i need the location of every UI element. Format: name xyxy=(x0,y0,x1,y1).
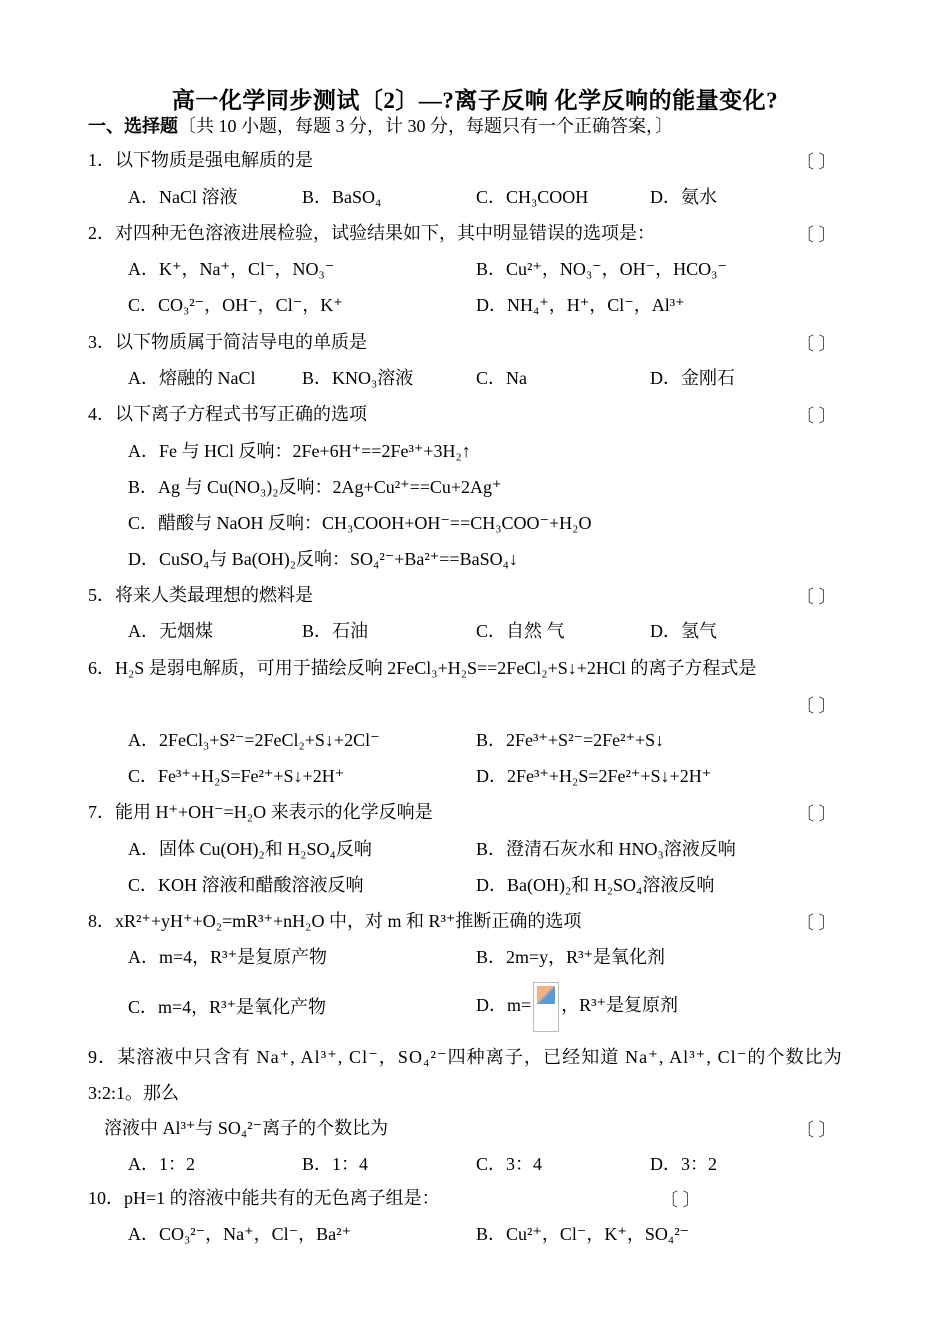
question-1-stem: 1．以下物质是强电解质的是 xyxy=(88,150,313,170)
section-title: 一、选择题 xyxy=(88,116,178,136)
q1-option-a: A．NaCl 溶液 xyxy=(128,187,238,207)
q3-option-d: D．金刚石 xyxy=(650,368,735,388)
q2-option-c: C．CO₃²⁻，OH⁻，Cl⁻，K⁺ xyxy=(128,295,343,315)
q5-option-b: B．石油 xyxy=(302,621,369,641)
q3-option-a: A．熔融的 NaCl xyxy=(128,368,256,388)
question-5-stem: 5．将来人类最理想的燃料是 xyxy=(88,585,313,605)
question-10-stem: 10．pH=1 的溶液中能共有的无色离子组是： xyxy=(88,1188,440,1208)
q4-option-b: B．Ag 与 Cu(NO₃)₂反响：2Ag+Cu²⁺==Cu+2Ag⁺ xyxy=(128,477,502,497)
q7-option-b: B．澄清石灰水和 HNO₃溶液反响 xyxy=(476,839,736,859)
q10-option-a: A．CO₃²⁻，Na⁺，Cl⁻，Ba²⁺ xyxy=(128,1224,352,1244)
q8-option-d-prefix: D．m= xyxy=(476,995,532,1015)
q6-option-c: C．Fe³⁺+H₂S=Fe²⁺+S↓+2H⁺ xyxy=(128,766,345,786)
question-9-stem-line-3: 溶液中 Al³⁺与 SO₄²⁻离子的个数比为 xyxy=(104,1118,389,1138)
q8-option-c: C．m=4，R³⁺是氧化产物 xyxy=(128,997,327,1017)
q6-option-b: B．2Fe³⁺+S²⁻=2Fe²⁺+S↓ xyxy=(476,730,665,750)
section-heading xyxy=(88,114,673,138)
q8-option-b: B．2m=y，R³⁺是氧化剂 xyxy=(476,947,666,967)
section-note: 〔共 10 小题，每题 3 分，计 30 分，每题只有一个正确答案，〕 xyxy=(178,116,673,136)
answer-bracket-8: 〔 〕 xyxy=(796,913,837,933)
question-2-stem: 2．对四种无色溶液进展检验，试验结果如下，其中明显错误的选项是： xyxy=(88,223,655,243)
q9-option-c: C．3：4 xyxy=(476,1154,543,1174)
question-9-stem-line-1: 9．某溶液中只含有 Na⁺, Al³⁺, Cl⁻，SO₄²⁻四种离子，已经知道 Na⁺, Al³⁺, Cl⁻的个数比为 xyxy=(88,1047,843,1067)
q2-option-b: B．Cu²⁺，NO₃⁻，OH⁻，HCO₃⁻ xyxy=(476,259,727,279)
q1-option-d: D．氨水 xyxy=(650,187,717,207)
answer-bracket-1: 〔 〕 xyxy=(796,152,837,172)
answer-bracket-9: 〔 〕 xyxy=(796,1120,837,1140)
q9-option-a: A．1：2 xyxy=(128,1154,195,1174)
page-title: 高一化学同步测试〔2〕—?离子反响 化学反响的能量变化? xyxy=(171,88,779,113)
answer-bracket-3: 〔 〕 xyxy=(796,334,837,354)
q5-option-d: D．氢气 xyxy=(650,621,717,641)
q10-option-b: B．Cu²⁺，Cl⁻，K⁺，SO₄²⁻ xyxy=(476,1224,690,1244)
broken-image-icon xyxy=(533,982,559,1032)
q1-option-b: B．BaSO₄ xyxy=(302,187,382,207)
question-9-stem-line-2: 3:2:1。那么 xyxy=(88,1083,180,1103)
q6-option-a: A．2FeCl₃+S²⁻=2FeCl₂+S↓+2Cl⁻ xyxy=(128,730,380,750)
q4-option-a: A．Fe 与 HCl 反响：2Fe+6H⁺==2Fe³⁺+3H₂↑ xyxy=(128,441,471,461)
q2-option-a: A．K⁺，Na⁺，Cl⁻，NO₃⁻ xyxy=(128,259,335,279)
q6-option-d: D．2Fe³⁺+H₂S=2Fe²⁺+S↓+2H⁺ xyxy=(476,766,712,786)
q7-option-d: D．Ba(OH)₂和 H₂SO₄溶液反响 xyxy=(476,875,715,895)
q7-option-a: A．固体 Cu(OH)₂和 H₂SO₄反响 xyxy=(128,839,372,859)
answer-bracket-2: 〔 〕 xyxy=(796,225,837,245)
q5-option-a: A．无烟煤 xyxy=(128,621,213,641)
question-6-stem: 6．H₂S 是弱电解质，可用于描绘反响 2FeCl₃+H₂S==2FeCl₂+S↓+2HCl 的离子方程式是 xyxy=(88,658,757,678)
answer-bracket-7: 〔 〕 xyxy=(796,804,837,824)
q7-option-c: C．KOH 溶液和醋酸溶液反响 xyxy=(128,875,364,895)
q9-option-d: D．3：2 xyxy=(650,1154,717,1174)
answer-bracket-4: 〔 〕 xyxy=(796,406,837,426)
question-4-stem: 4．以下离子方程式书写正确的选项 xyxy=(88,404,367,424)
q8-option-d-suffix: ，R³⁺是复原剂 xyxy=(561,995,679,1015)
q2-option-d: D．NH₄⁺，H⁺，Cl⁻，Al³⁺ xyxy=(476,295,685,315)
q8-option-d xyxy=(476,980,678,1032)
q8-option-a: A．m=4，R³⁺是复原产物 xyxy=(128,947,328,967)
q3-option-c: C．Na xyxy=(476,368,527,388)
q4-option-d: D．CuSO₄与 Ba(OH)₂反响：SO₄²⁻+Ba²⁺==BaSO₄↓ xyxy=(128,549,518,569)
question-3-stem: 3．以下物质属于简洁导电的单质是 xyxy=(88,332,367,352)
answer-bracket-6: 〔 〕 xyxy=(796,696,837,716)
q5-option-c: C．自然 气 xyxy=(476,621,565,641)
question-8-stem: 8．xR²⁺+yH⁺+O₂=mR³⁺+nH₂O 中，对 m 和 R³⁺推断正确的选项 xyxy=(88,911,582,931)
q4-option-c: C．醋酸与 NaOH 反响：CH₃COOH+OH⁻==CH₃COO⁻+H₂O xyxy=(128,513,592,533)
answer-bracket-10: 〔 〕 xyxy=(660,1190,701,1210)
answer-bracket-5: 〔 〕 xyxy=(796,587,837,607)
q3-option-b: B．KNO₃溶液 xyxy=(302,368,414,388)
q1-option-c: C．CH₃COOH xyxy=(476,187,589,207)
q9-option-b: B．1：4 xyxy=(302,1154,369,1174)
question-7-stem: 7．能用 H⁺+OH⁻=H₂O 来表示的化学反响是 xyxy=(88,802,433,822)
